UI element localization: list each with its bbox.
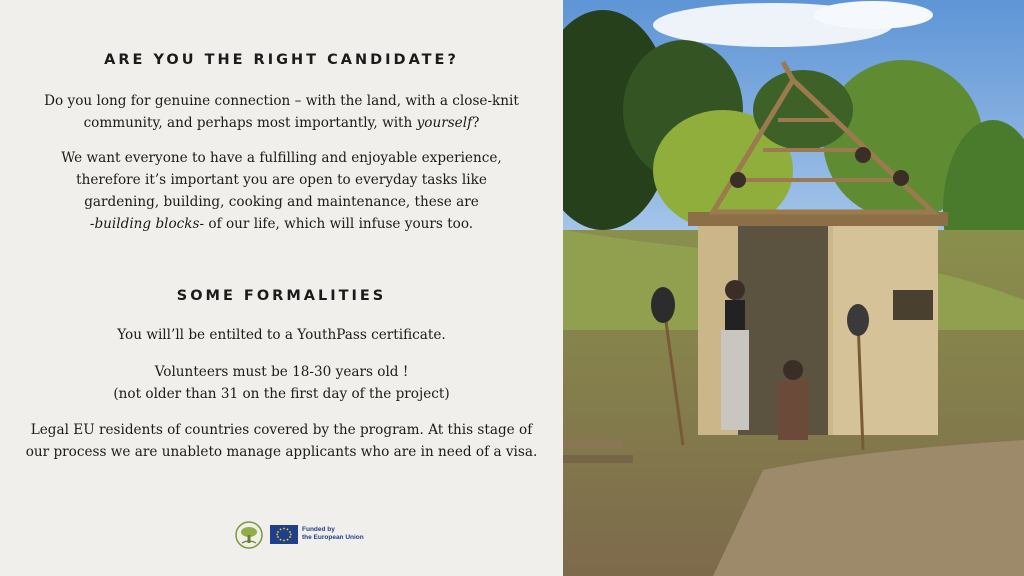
formalities-heading: SOME FORMALITIES [176, 288, 387, 304]
candidate-heading: ARE YOU THE RIGHT CANDIDATE? [104, 52, 459, 68]
tree-logo-icon [235, 521, 263, 549]
para2-line4-post: - of our life, which will infuse yours too. [199, 216, 474, 232]
para2-line2: therefore it’s important you are open to everyday tasks like [76, 172, 487, 188]
para2-line1: We want everyone to have a fulfilling and enjoyable experience, [61, 150, 502, 166]
para2-emphasis: building blocks [94, 216, 200, 232]
eu-line1: Funded by [302, 526, 335, 533]
eu-line2: the European Union [302, 534, 364, 541]
para1-line1: Do you long for genuine connection – with the land, with a close-knit [44, 93, 519, 109]
eu-flag-icon [270, 525, 298, 544]
eu-funding-label [302, 526, 372, 542]
para1-emphasis: yourself [416, 115, 473, 131]
hut-photo [563, 0, 1024, 576]
candidate-paragraph-2 [20, 147, 543, 235]
para2-line4-pre: - [89, 216, 95, 232]
para1-line2: community, and perhaps most importantly, with [83, 115, 417, 131]
candidate-paragraph-1 [20, 90, 543, 134]
residency-line1: Legal EU residents of countries covered by the program. At this stage of [30, 422, 533, 438]
age-line2: (not older than 31 on the first day of the project) [113, 386, 450, 402]
photo-illustration [563, 0, 1024, 576]
para2-line3: gardening, building, cooking and maintenance, these are [84, 194, 479, 210]
formality-residency [20, 419, 543, 463]
para1-end: ? [472, 115, 480, 131]
age-line1: Volunteers must be 18-30 years old ! [154, 364, 409, 380]
formality-age [20, 361, 543, 405]
formality-youthpass: You will’ll be entilted to a YouthPass certificate. [117, 327, 446, 343]
residency-line2: our process we are unableto manage applicants who are in need of a visa. [25, 444, 538, 460]
